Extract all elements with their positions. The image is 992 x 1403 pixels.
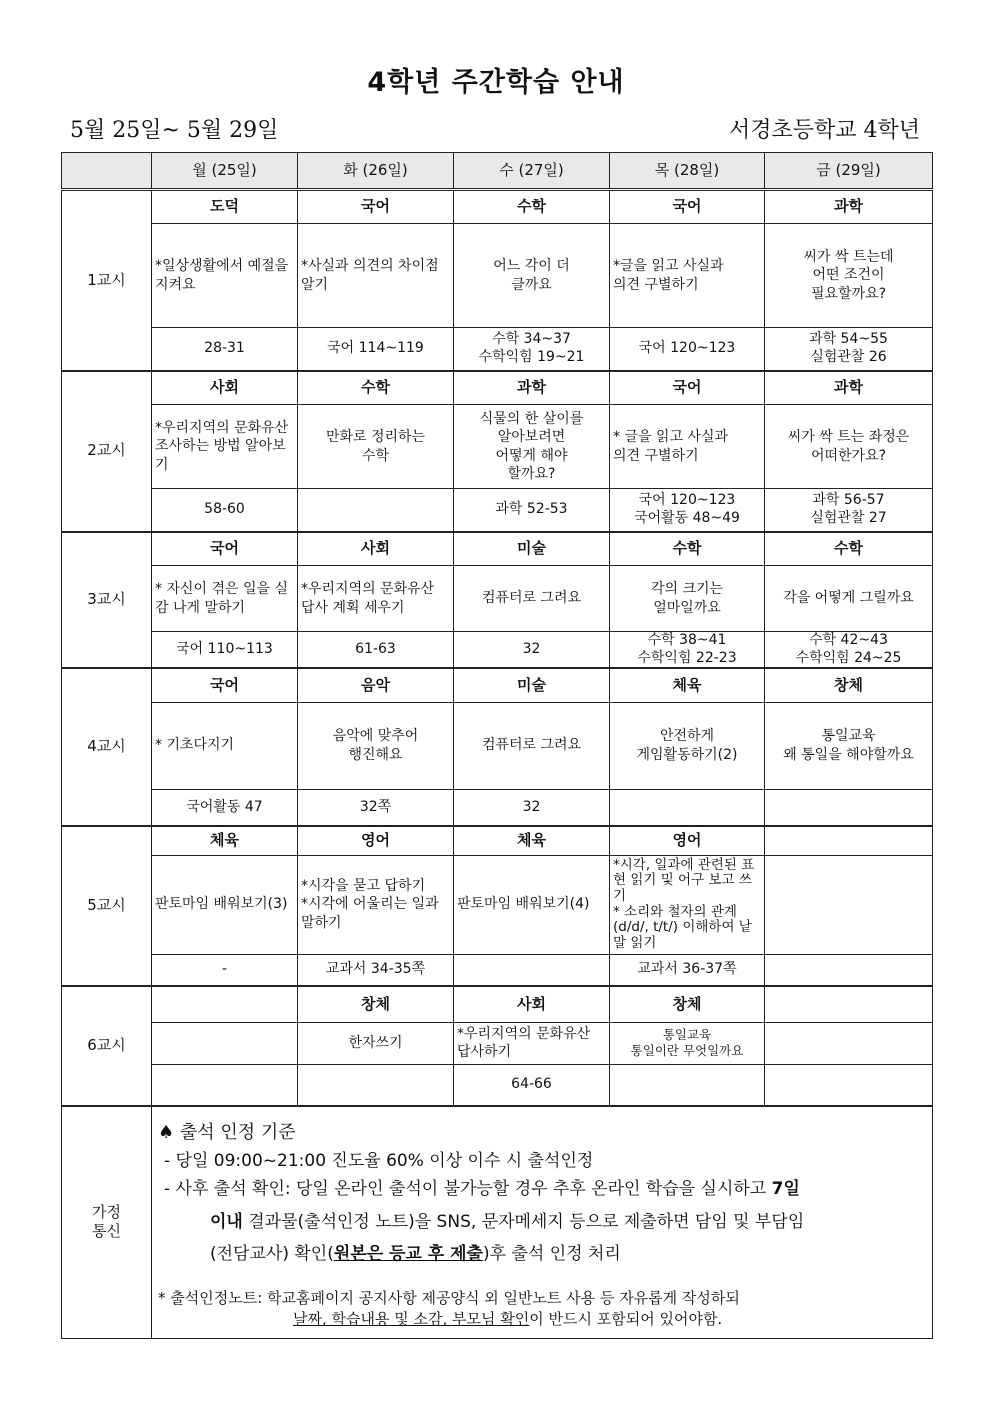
activity-row: [62, 405, 933, 489]
subject-cell: 사회: [454, 986, 610, 1022]
activity-cell: *일상생활에서 예절을 지켜요: [152, 224, 298, 328]
day-header: 금 (29일): [765, 153, 933, 190]
subject-row: [62, 826, 933, 855]
pages-cell: [610, 789, 765, 826]
subject-row: [62, 190, 933, 224]
activity-cell: *글을 읽고 사실과 의견 구별하기: [610, 224, 765, 328]
subject-cell: 체육: [152, 826, 298, 855]
subject-cell: 국어: [610, 371, 765, 405]
notice-text: (전담교사) 확인(: [210, 1243, 334, 1264]
pages-cell: 국어 120~123 국어활동 48~49: [610, 489, 765, 532]
subject-cell: 창체: [610, 986, 765, 1022]
activity-cell: *우리지역의 문화유산 답사 계획 세우기: [298, 566, 454, 632]
pages-cell: 61-63: [298, 632, 454, 669]
pages-cell: 28-31: [152, 328, 298, 371]
pages-row: [62, 328, 933, 371]
subject-cell: 과학: [765, 190, 933, 224]
notice-line: [158, 1211, 928, 1233]
subject-cell: 사회: [298, 532, 454, 566]
pages-row: [62, 954, 933, 986]
pages-cell: 교과서 34-35쪽: [298, 954, 454, 986]
subject-row: [62, 371, 933, 405]
notice-line: [158, 1178, 928, 1200]
pages-cell: 교과서 36-37쪽: [610, 954, 765, 986]
period-label: 1교시: [62, 190, 152, 371]
activity-cell: *우리지역의 문화유산 조사하는 방법 알아보기: [152, 405, 298, 489]
subject-cell: [765, 986, 933, 1022]
pages-cell: 32쪽: [298, 789, 454, 826]
activity-cell: 통일교육 통일이란 무엇일까요: [610, 1022, 765, 1064]
activity-cell: 컴퓨터로 그려요: [454, 566, 610, 632]
pages-cell: 과학 54~55 실험관찰 26: [765, 328, 933, 371]
notice-heading: ♠ 출석 인정 기준: [158, 1122, 296, 1143]
notice-line: - 당일 09:00~21:00 진도율 60% 이상 이수 시 출석인정: [164, 1151, 594, 1172]
activity-cell: 만화로 정리하는 수학: [298, 405, 454, 489]
day-header: 수 (27일): [454, 153, 610, 190]
notice-emphasis: 7일: [771, 1179, 800, 1200]
subject-cell: 국어: [610, 190, 765, 224]
pages-cell: 과학 56-57 실험관찰 27: [765, 489, 933, 532]
activity-cell: 컴퓨터로 그려요: [454, 702, 610, 789]
weekly-schedule-table: [61, 152, 933, 1339]
pages-cell: 32: [454, 632, 610, 669]
period-label: 5교시: [62, 826, 152, 986]
activity-cell: [152, 1022, 298, 1064]
pages-cell: 수학 42~43 수학익힘 24~25: [765, 632, 933, 669]
pages-cell: 국어 114~119: [298, 328, 454, 371]
subject-cell: 수학: [454, 190, 610, 224]
notice-emphasis: 원본은 등교 후 제출: [333, 1243, 483, 1264]
notice-text: - 사후 출석 확인: 당일 온라인 출석이 불가능할 경우 추후 온라인 학습을 실시하고: [164, 1179, 772, 1200]
corner-cell: [62, 153, 152, 190]
pages-cell: [765, 1064, 933, 1106]
pages-cell: [610, 1064, 765, 1106]
subject-cell: 과학: [765, 371, 933, 405]
activity-cell: 각을 어떻게 그릴까요: [765, 566, 933, 632]
activity-cell: *시각, 일과에 관련된 표현 읽기 및 어구 보고 쓰기 * 소리와 철자의 관계(d/d/, t/t/) 이해하여 낱말 읽기: [610, 855, 765, 954]
pages-cell: [298, 489, 454, 532]
pages-cell: [298, 1064, 454, 1106]
subject-cell: 체육: [454, 826, 610, 855]
period-label: 4교시: [62, 668, 152, 826]
subject-cell: 과학: [454, 371, 610, 405]
pages-cell: 58-60: [152, 489, 298, 532]
subject-cell: 미술: [454, 532, 610, 566]
subject-cell: 영어: [610, 826, 765, 855]
pages-cell: [454, 954, 610, 986]
notice-line: [158, 1243, 928, 1265]
activity-cell: 음악에 맞추어 행진해요: [298, 702, 454, 789]
subject-cell: 영어: [298, 826, 454, 855]
activity-cell: [765, 1022, 933, 1064]
pages-cell: 국어활동 47: [152, 789, 298, 826]
schedule-body: [62, 190, 933, 1107]
pages-cell: -: [152, 954, 298, 986]
header-row: [62, 153, 933, 190]
pages-cell: 64-66: [454, 1064, 610, 1106]
period-label: 3교시: [62, 532, 152, 669]
subject-cell: 수학: [765, 532, 933, 566]
activity-cell: 판토마임 배워보기(4): [454, 855, 610, 954]
pages-cell: [765, 954, 933, 986]
subject-cell: 수학: [298, 371, 454, 405]
pages-cell: [765, 789, 933, 826]
pages-cell: 과학 52-53: [454, 489, 610, 532]
activity-row: [62, 855, 933, 954]
activity-cell: 씨가 싹 트는 좌정은 어떠한가요?: [765, 405, 933, 489]
subject-cell: 창체: [765, 668, 933, 702]
pages-cell: 국어 110~113: [152, 632, 298, 669]
activity-cell: 식물의 한 살이를 알아보려면 어떻게 해야 할까요?: [454, 405, 610, 489]
subject-cell: [765, 826, 933, 855]
activity-cell: 어느 각이 더 클까요: [454, 224, 610, 328]
activity-row: [62, 224, 933, 328]
pages-cell: 수학 34~37 수학익힘 19~21: [454, 328, 610, 371]
subject-cell: 국어: [152, 668, 298, 702]
activity-cell: *시각을 묻고 답하기 *시각에 어울리는 일과 말하기: [298, 855, 454, 954]
subject-row: [62, 668, 933, 702]
activity-row: [62, 566, 933, 632]
subject-cell: 도덕: [152, 190, 298, 224]
activity-cell: * 글을 읽고 사실과 의견 구별하기: [610, 405, 765, 489]
subject-cell: 미술: [454, 668, 610, 702]
school-name: 서경초등학교 4학년: [728, 118, 920, 143]
subject-cell: 국어: [152, 532, 298, 566]
subject-cell: [152, 986, 298, 1022]
subject-cell: 국어: [298, 190, 454, 224]
pages-row: [62, 789, 933, 826]
note-emphasis: 날짜, 학습내용 및 소감, 부모님 확인: [293, 1310, 530, 1329]
activity-cell: * 기초다지기: [152, 702, 298, 789]
page-title: 4학년 주간학습 안내: [367, 67, 625, 98]
day-header: 월 (25일): [152, 153, 298, 190]
period-label: 2교시: [62, 371, 152, 532]
activity-cell: 각의 크기는 얼마일까요: [610, 566, 765, 632]
activity-cell: [765, 855, 933, 954]
subject-row: [62, 986, 933, 1022]
note-line: [293, 1310, 928, 1330]
notice-text: 결과물(출석인정 노트)을 SNS, 문자메세지 등으로 제출하면 담임 및 부담임: [242, 1211, 805, 1232]
activity-cell: 씨가 싹 트는데 어떤 조건이 필요할까요?: [765, 224, 933, 328]
subject-cell: 수학: [610, 532, 765, 566]
subject-cell: 창체: [298, 986, 454, 1022]
activity-cell: 통일교육 왜 통일을 해야할까요: [765, 702, 933, 789]
date-range: 5월 25일~ 5월 29일: [70, 118, 279, 143]
pages-row: [62, 489, 933, 532]
home-notice-label: 가정 통신: [62, 1106, 152, 1338]
pages-row: [62, 632, 933, 669]
subject-row: [62, 532, 933, 566]
home-notice-content: [152, 1106, 933, 1338]
period-label: 6교시: [62, 986, 152, 1106]
notice-text: )후 출석 인정 처리: [482, 1243, 621, 1264]
home-notice-row: [62, 1106, 933, 1338]
pages-cell: 국어 120~123: [610, 328, 765, 371]
activity-row: [62, 702, 933, 789]
pages-cell: 수학 38~41 수학익힘 22-23: [610, 632, 765, 669]
notice-emphasis: 이내: [210, 1211, 243, 1232]
pages-row: [62, 1064, 933, 1106]
activity-cell: 판토마임 배워보기(3): [152, 855, 298, 954]
pages-cell: 32: [454, 789, 610, 826]
activity-cell: *우리지역의 문화유산 답사하기: [454, 1022, 610, 1064]
pages-cell: [152, 1064, 298, 1106]
note-line: * 출석인정노트: 학교홈페이지 공지사항 제공양식 외 일반노트 사용 등 자유롭게 작성하되: [158, 1288, 740, 1307]
activity-row: [62, 1022, 933, 1064]
day-header: 화 (26일): [298, 153, 454, 190]
subject-cell: 사회: [152, 371, 298, 405]
note-text: 이 반드시 포함되어 있어야함.: [529, 1310, 723, 1329]
subject-cell: 음악: [298, 668, 454, 702]
activity-cell: *사실과 의견의 차이점 알기: [298, 224, 454, 328]
day-header: 목 (28일): [610, 153, 765, 190]
subject-cell: 체육: [610, 668, 765, 702]
activity-cell: 한자쓰기: [298, 1022, 454, 1064]
activity-cell: * 자신이 겪은 일을 실감 나게 말하기: [152, 566, 298, 632]
activity-cell: 안전하게 게임활동하기(2): [610, 702, 765, 789]
